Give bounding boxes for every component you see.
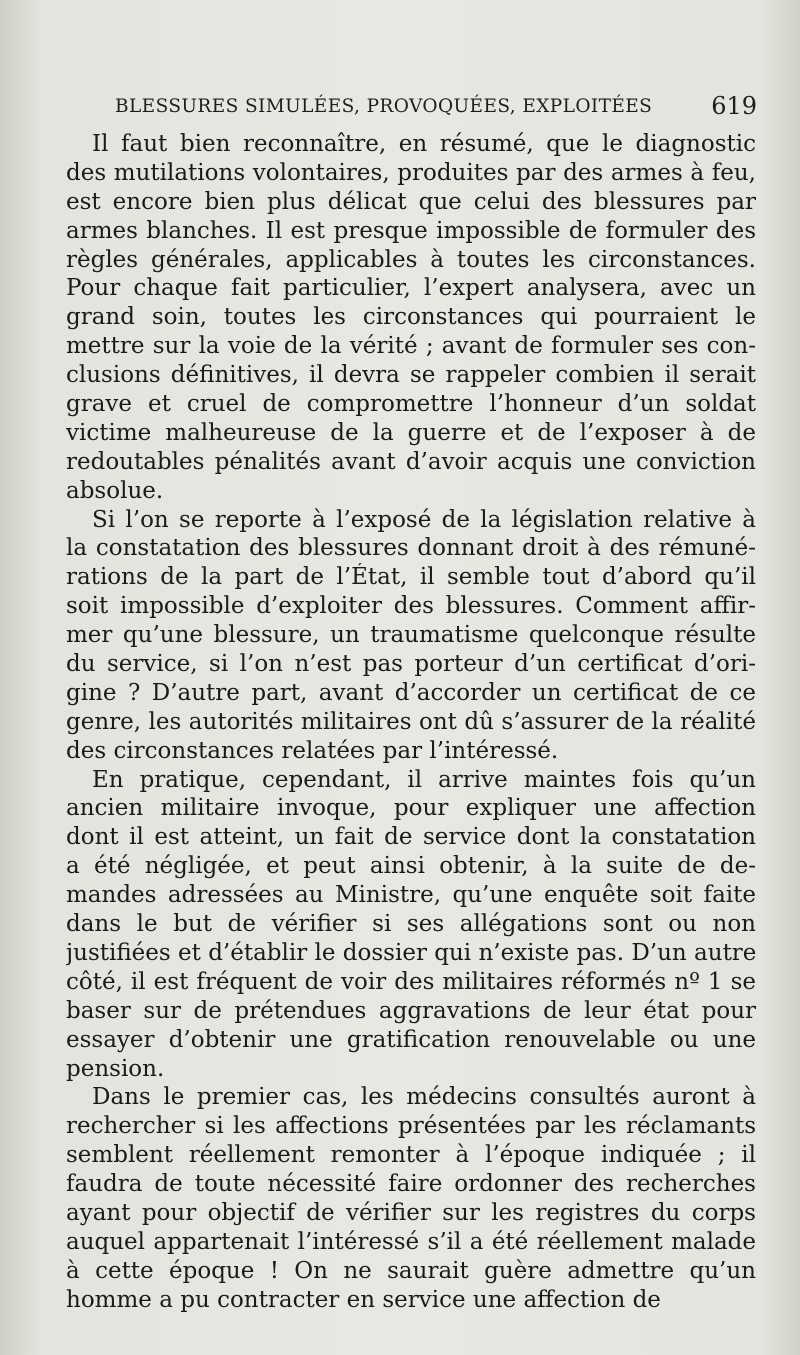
text-line: ayant pour objectif de vérifier sur les registres du corps xyxy=(66,1199,756,1226)
text-line: baser sur de prétendues aggravations de leur état pour xyxy=(66,997,756,1024)
paragraph xyxy=(66,506,756,766)
text-line: grave et cruel de compromettre l’honneur d’un soldat xyxy=(66,391,756,418)
text-line: des mutilations volontaires, produites par des armes à feu, xyxy=(66,159,756,186)
running-title: BLESSURES SIMULÉES, PROVOQUÉES, EXPLOITÉES xyxy=(115,96,653,117)
text-line: semblent réellement remonter à l’époque indiquée ; il xyxy=(66,1142,756,1169)
text-line: dans le but de vérifier si ses allégations sont ou non xyxy=(66,911,756,938)
text-line: des circonstances relatées par l’intéressé. xyxy=(66,737,559,764)
text-line: à cette époque ! On ne saurait guère admettre qu’un xyxy=(66,1257,756,1284)
text-line: justifiées et d’établir le dossier qui n’existe pas. D’un autre xyxy=(66,939,756,966)
text-line: mandes adressées au Ministre, qu’une enquête soit faite xyxy=(66,882,756,909)
text-line: règles générales, applicables à toutes les circonstances. xyxy=(66,246,756,273)
text-line: armes blanches. Il est presque impossible de formuler des xyxy=(66,217,756,244)
text-line: Dans le premier cas, les médecins consultés auront à xyxy=(92,1084,756,1111)
text-line: En pratique, cependant, il arrive maintes fois qu’un xyxy=(92,766,756,793)
page-header xyxy=(115,92,757,122)
text-line: genre, les autorités militaires ont dû s’assurer de la réalité xyxy=(66,708,756,735)
text-line: grand soin, toutes les circonstances qui pourraient le xyxy=(66,304,756,331)
text-line: dont il est atteint, un fait de service dont la constatation xyxy=(66,824,756,851)
text-line: absolue. xyxy=(66,477,164,504)
page-number: 619 xyxy=(711,92,757,120)
text-line: gine ? D’autre part, avant d’accorder un certificat de ce xyxy=(66,679,756,706)
text-line: soit impossible d’exploiter des blessures. Comment affir- xyxy=(66,593,756,620)
text-line: ancien militaire invoque, pour expliquer une affection xyxy=(66,795,756,822)
text-line: redoutables pénalités avant d’avoir acquis une conviction xyxy=(66,448,756,475)
text-line: rations de la part de l’État, il semble tout d’abord qu’il xyxy=(66,564,756,591)
text-line: mettre sur la voie de la vérité ; avant de formuler ses con- xyxy=(66,333,756,360)
text-line: du service, si l’on n’est pas porteur d’un certificat d’ori- xyxy=(66,651,756,678)
text-line: essayer d’obtenir une gratification renouvelable ou une xyxy=(66,1026,756,1053)
text-line: Il faut bien reconnaître, en résumé, que le diagnostic xyxy=(92,131,756,157)
paragraph xyxy=(66,766,756,1084)
paragraph xyxy=(66,1083,756,1314)
text-line: pension. xyxy=(66,1055,165,1082)
text-line: victime malheureuse de la guerre et de l’exposer à de xyxy=(66,419,756,446)
text-line: homme a pu contracter en service une affection de xyxy=(66,1286,661,1313)
text-line: côté, il est fréquent de voir des militaires réformés nº 1 se xyxy=(66,968,756,995)
text-line: rechercher si les affections présentées par les réclamants xyxy=(66,1113,756,1140)
text-line: clusions définitives, il devra se rappeler combien il serait xyxy=(66,362,756,389)
text-line: a été négligée, et peut ainsi obtenir, à la suite de de- xyxy=(66,853,756,880)
text-line: mer qu’une blessure, un traumatisme quelconque résulte xyxy=(66,622,756,649)
paragraph xyxy=(66,130,756,506)
text-line: la constatation des blessures donnant droit à des rémuné- xyxy=(66,535,756,562)
text-line: est encore bien plus délicat que celui des blessures par xyxy=(66,188,756,215)
text-line: faudra de toute nécessité faire ordonner des recherches xyxy=(66,1171,756,1198)
text-line: auquel appartenait l’intéressé s’il a été réellement malade xyxy=(66,1228,756,1255)
body-text xyxy=(66,130,756,1315)
text-line: Pour chaque fait particulier, l’expert analysera, avec un xyxy=(66,275,756,302)
text-line: Si l’on se reporte à l’exposé de la législation relative à xyxy=(92,506,756,533)
